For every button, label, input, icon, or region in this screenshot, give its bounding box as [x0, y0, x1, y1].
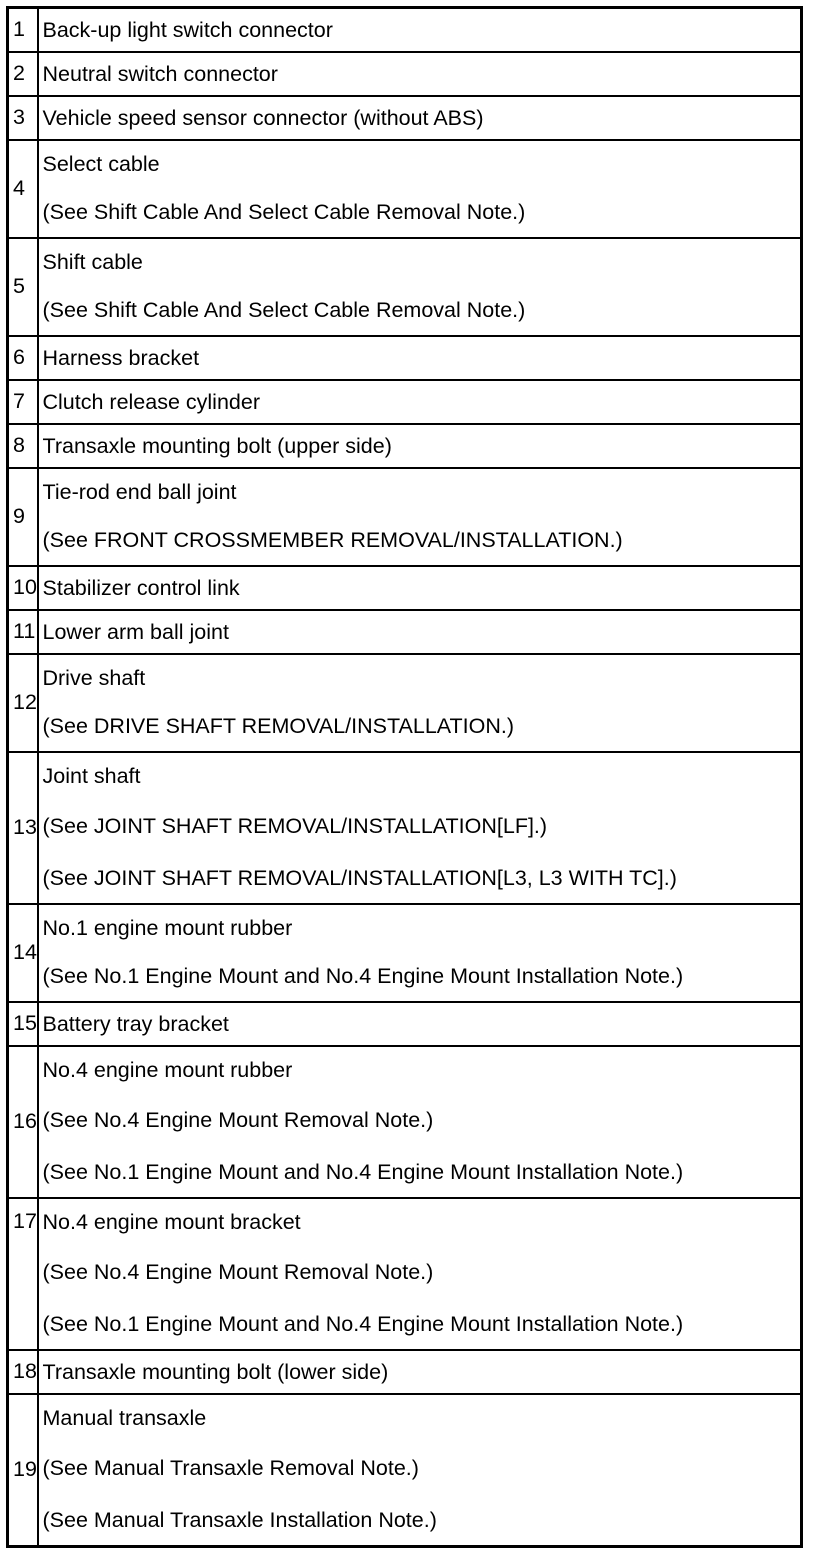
- item-description: [38, 140, 802, 238]
- item-number: 15: [8, 1002, 38, 1046]
- item-number: 14: [8, 904, 38, 1002]
- part-name: Neutral switch connector: [42, 62, 278, 86]
- item-description: [38, 336, 802, 380]
- item-number: 4: [8, 140, 38, 238]
- item-description: [38, 1198, 802, 1350]
- table-row: [8, 1350, 802, 1394]
- table-row: [8, 610, 802, 654]
- table-row: [8, 566, 802, 610]
- item-number: 18: [8, 1350, 38, 1394]
- part-name: Tie-rod end ball joint: [42, 480, 237, 504]
- table-row: [8, 380, 802, 424]
- table-row: [8, 752, 802, 904]
- item-number: 2: [8, 52, 38, 96]
- item-number: 8: [8, 424, 38, 468]
- parts-table: [6, 6, 803, 1548]
- part-name: Vehicle speed sensor connector (without ABS): [42, 106, 484, 130]
- reference-note: (See Manual Transaxle Installation Note.): [42, 1508, 437, 1532]
- item-description: [38, 380, 802, 424]
- reference-note: (See No.4 Engine Mount Removal Note.): [42, 1108, 434, 1132]
- item-number: 7: [8, 380, 38, 424]
- part-name: No.1 engine mount rubber: [42, 916, 293, 940]
- item-number: 12: [8, 654, 38, 752]
- part-name: Harness bracket: [42, 346, 200, 370]
- item-number: 11: [8, 610, 38, 654]
- item-number: 19: [8, 1394, 38, 1547]
- item-description: [38, 238, 802, 336]
- item-description: [38, 424, 802, 468]
- reference-note: (See FRONT CROSSMEMBER REMOVAL/INSTALLATION.): [42, 528, 623, 552]
- table-row: [8, 238, 802, 336]
- part-name: No.4 engine mount bracket: [42, 1210, 301, 1234]
- part-name: Stabilizer control link: [42, 576, 240, 600]
- item-number: 1: [8, 8, 38, 53]
- reference-note: (See JOINT SHAFT REMOVAL/INSTALLATION[L3, L3 WITH TC].): [42, 866, 677, 890]
- table-row: [8, 140, 802, 238]
- table-row: [8, 336, 802, 380]
- item-description: [38, 1350, 802, 1394]
- item-description: [38, 1046, 802, 1198]
- item-number: 17: [8, 1198, 38, 1350]
- part-name: Joint shaft: [42, 764, 141, 788]
- item-number: 6: [8, 336, 38, 380]
- table-row: [8, 468, 802, 566]
- item-description: [38, 610, 802, 654]
- item-description: [38, 752, 802, 904]
- table-row: [8, 424, 802, 468]
- reference-note: (See Shift Cable And Select Cable Removal Note.): [42, 200, 526, 224]
- part-name: Back-up light switch connector: [42, 18, 333, 42]
- reference-note: (See JOINT SHAFT REMOVAL/INSTALLATION[LF].): [42, 814, 548, 838]
- table-row: [8, 52, 802, 96]
- item-description: [38, 96, 802, 140]
- part-name: No.4 engine mount rubber: [42, 1058, 293, 1082]
- item-number: 9: [8, 468, 38, 566]
- item-number: 3: [8, 96, 38, 140]
- table-row: [8, 1394, 802, 1547]
- part-name: Shift cable: [42, 250, 143, 274]
- part-name: Manual transaxle: [42, 1406, 207, 1430]
- part-name: Battery tray bracket: [42, 1012, 229, 1036]
- part-name: Lower arm ball joint: [42, 620, 229, 644]
- item-description: [38, 468, 802, 566]
- part-name: Drive shaft: [42, 666, 146, 690]
- item-description: [38, 1394, 802, 1547]
- reference-note: (See Shift Cable And Select Cable Removal Note.): [42, 298, 526, 322]
- part-name: Clutch release cylinder: [42, 390, 260, 414]
- table-row: [8, 1002, 802, 1046]
- reference-note: (See No.1 Engine Mount and No.4 Engine Mount Installation Note.): [42, 1312, 684, 1336]
- part-name: Transaxle mounting bolt (upper side): [42, 434, 392, 458]
- table-row: [8, 1198, 802, 1350]
- parts-table-body: [8, 8, 802, 1547]
- item-number: 10: [8, 566, 38, 610]
- reference-note: (See No.1 Engine Mount and No.4 Engine Mount Installation Note.): [42, 964, 684, 988]
- item-description: [38, 52, 802, 96]
- table-row: [8, 96, 802, 140]
- reference-note: (See No.1 Engine Mount and No.4 Engine Mount Installation Note.): [42, 1160, 684, 1184]
- reference-note: (See No.4 Engine Mount Removal Note.): [42, 1260, 434, 1284]
- item-description: [38, 904, 802, 1002]
- part-name: Select cable: [42, 152, 160, 176]
- table-row: [8, 8, 802, 53]
- item-description: [38, 1002, 802, 1046]
- reference-note: (See DRIVE SHAFT REMOVAL/INSTALLATION.): [42, 714, 515, 738]
- item-description: [38, 8, 802, 53]
- reference-note: (See Manual Transaxle Removal Note.): [42, 1456, 419, 1480]
- item-description: [38, 654, 802, 752]
- item-number: 5: [8, 238, 38, 336]
- table-row: [8, 654, 802, 752]
- part-name: Transaxle mounting bolt (lower side): [42, 1360, 389, 1384]
- item-description: [38, 566, 802, 610]
- item-number: 16: [8, 1046, 38, 1198]
- table-row: [8, 904, 802, 1002]
- table-row: [8, 1046, 802, 1198]
- item-number: 13: [8, 752, 38, 904]
